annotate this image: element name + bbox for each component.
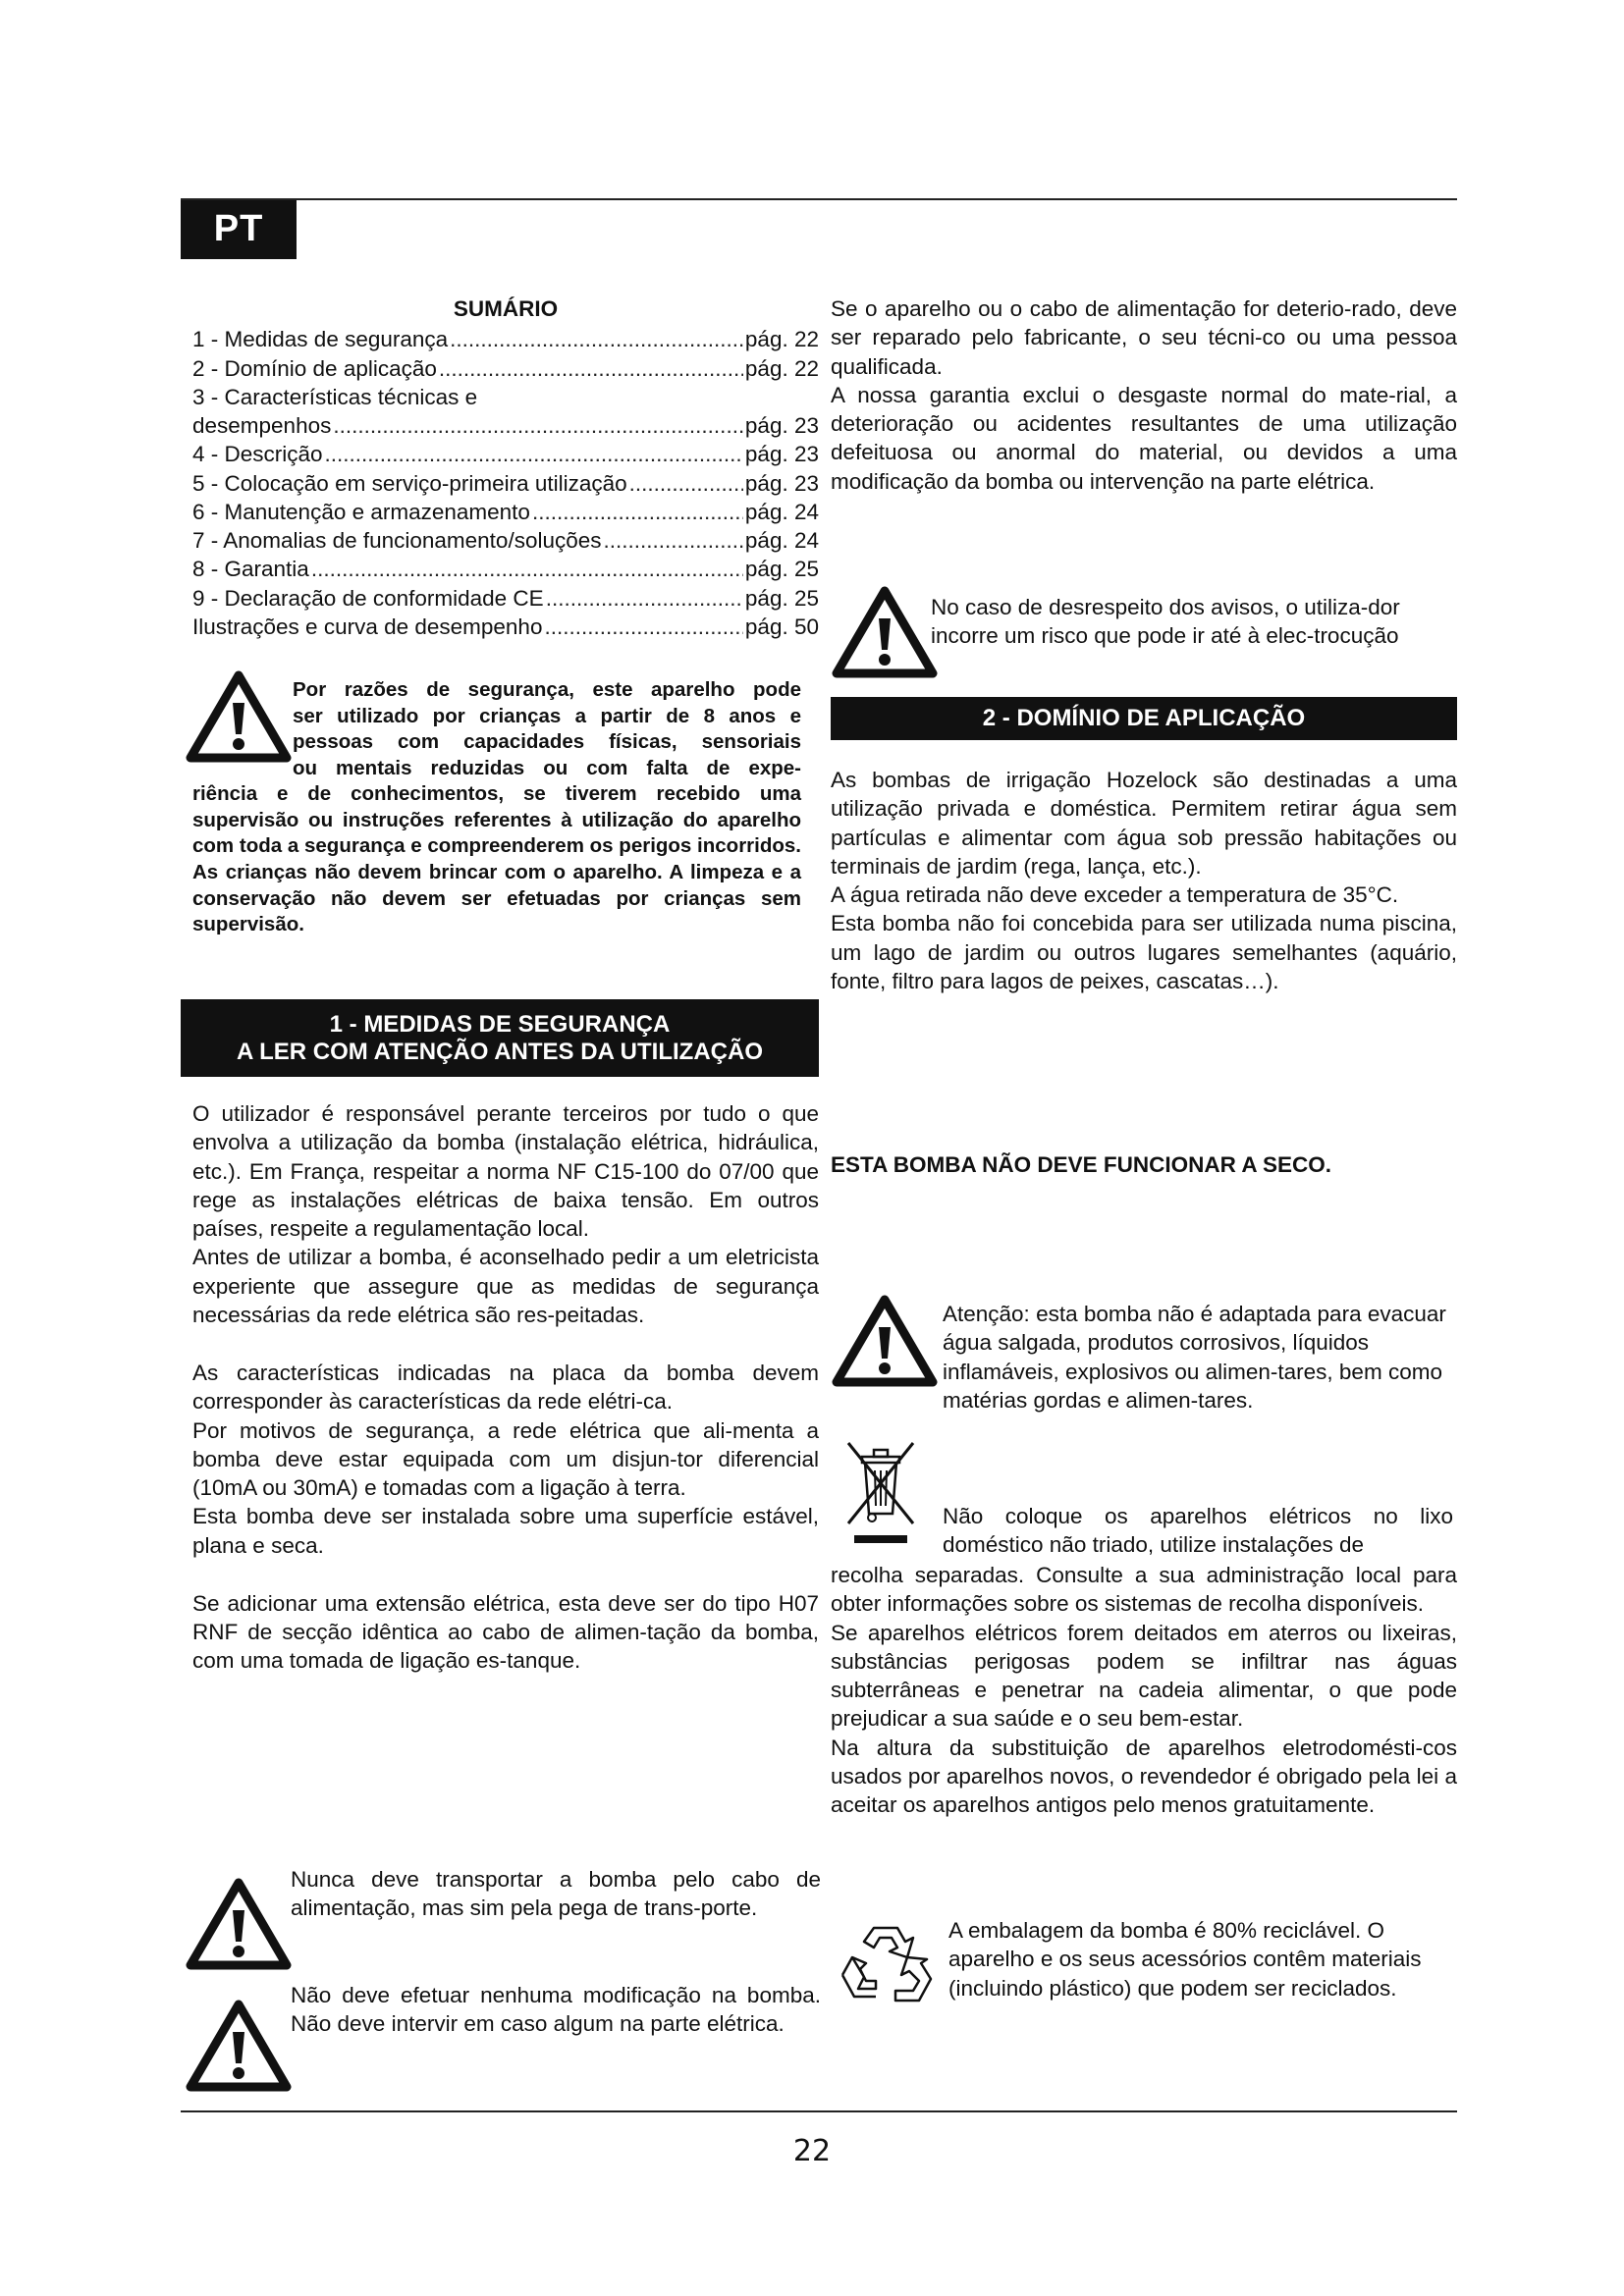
- salt-water-warning: Atenção: esta bomba não é adaptada para evacuar água salgada, produtos corrosivos, líquidos inflamáveis, explosivos ou alimen-tares, bem como matérias gordas e alimen-tares.: [943, 1302, 1446, 1413]
- warning-triangle-icon: [831, 585, 939, 679]
- paragraph: Na altura da substituição de aparelhos eletrodomésti-cos usados por aparelhos novos, o revendedor é obrigado pela lei a aceitar os aparelhos antigos pelo menos gratuitamente.: [831, 1735, 1457, 1817]
- dry-run-notice: ESTA BOMBA NÃO DEVE FUNCIONAR A SECO.: [831, 1152, 1332, 1177]
- warning-line: pessoas com capacidades físicas, sensoriais: [293, 730, 801, 754]
- paragraph: A nossa garantia exclui o desgaste normal do mate-rial, a deterioração ou acidentes resultantes de uma utilização defeituosa ou anormal do material, ou devidos a uma modificação da bomba ou intervenção na parte elétrica.: [831, 382, 1457, 494]
- toc-label: 2 - Domínio de aplicação: [192, 355, 437, 381]
- toc-label: desempenhos: [192, 413, 332, 438]
- paragraph: Antes de utilizar a bomba, é aconselhado pedir a um eletricista experiente que assegure que as medidas de segurança necessárias da rede elétrica são res-peitadas.: [192, 1245, 819, 1327]
- header-rule: [181, 198, 1457, 200]
- section-2-title: 2 - DOMÍNIO DE APLICAÇÃO: [831, 697, 1457, 740]
- toc-leader-dots: [546, 584, 743, 613]
- toc-row: [192, 440, 819, 468]
- warning-line: ser utilizado por crianças a partir de 8 anos e: [293, 704, 801, 727]
- warning-triangle-icon: [185, 1877, 293, 1971]
- paragraph: Se adicionar uma extensão elétrica, esta deve ser do tipo H07 RNF de secção idêntica ao cabo de alimen-tação da bomba, com uma tomada de ligação es-tanque.: [192, 1590, 819, 1674]
- section-1-title-line: 1 - MEDIDAS DE SEGURANÇA: [329, 1011, 671, 1038]
- warning-triangle-icon: [831, 1294, 939, 1388]
- toc-list: [192, 325, 819, 641]
- paragraph: Por motivos de segurança, a rede elétrica que ali-menta a bomba deve estar equipada com um disjun-tor diferencial (10mA ou 30mA) e tomadas com a ligação à terra.: [192, 1417, 819, 1500]
- footer-rule: [181, 2110, 1457, 2112]
- toc-leader-dots: [604, 526, 743, 555]
- toc-page: pág. 25: [744, 585, 819, 611]
- toc-label: 4 - Descrição: [192, 442, 323, 467]
- paragraph: As bombas de irrigação Hozelock são destinadas a uma utilização privada e doméstica. Permitem retirar água sem partículas e alimentar com água sob pressão habitações ou terminais de jardim (rega, lança, etc.).: [831, 768, 1457, 879]
- toc-page: pág. 23: [744, 442, 819, 467]
- crossed-bin-icon: [840, 1435, 921, 1547]
- warning-line: ou mentais reduzidas ou com falta de expe-: [293, 756, 801, 779]
- toc-page: pág. 24: [744, 528, 819, 553]
- toc-title: SUMÁRIO: [453, 296, 559, 321]
- paragraph: O utilizador é responsável perante terceiros por tudo o que envolva a utilização da bomba (instalação elétrica, hidráulica, etc.). Em França, respeitar a norma NF C15-100 do 07/00 que rege as instalações elétricas de baixa tensão. Em outros países, respeite a regulamentação local.: [192, 1101, 819, 1241]
- section-1-title-line: A LER COM ATENÇÃO ANTES DA UTILIZAÇÃO: [237, 1039, 763, 1066]
- toc-label: Ilustrações e curva de desempenho: [192, 614, 543, 639]
- weee-notice-head: Não coloque os aparelhos elétricos no lixo doméstico não triado, utilize instalações de: [943, 1504, 1453, 1558]
- paragraph: Esta bomba deve ser instalada sobre uma superfície estável, plana e seca.: [192, 1504, 819, 1558]
- electrocution-warning: No caso de desrespeito dos avisos, o utiliza-dor incorre um risco que pode ir até à elec-trocução: [931, 595, 1400, 649]
- warning-line: Por razões de segurança, este aparelho pode: [293, 678, 801, 701]
- recycling-notice: A embalagem da bomba é 80% reciclável. O aparelho e os seus acessórios contêm materiais (incluindo plástico) que podem ser reciclados.: [948, 1918, 1422, 2001]
- toc-leader-dots: [532, 498, 743, 526]
- toc-row: [192, 584, 819, 613]
- toc-label: 1 - Medidas de segurança: [192, 327, 449, 352]
- toc-row: [192, 411, 819, 440]
- toc-row: [192, 325, 819, 353]
- transport-warning: Nunca deve transportar a bomba pelo cabo de alimentação, mas sim pela pega de trans-porte.: [291, 1867, 821, 1921]
- toc-row: [192, 354, 819, 383]
- toc-page: pág. 22: [744, 327, 819, 352]
- toc-leader-dots: [544, 613, 742, 641]
- warning-triangle-icon: [185, 669, 293, 764]
- toc-page: pág. 25: [744, 557, 819, 582]
- toc-row: [192, 383, 819, 411]
- paragraph: Se aparelhos elétricos forem deitados em aterros ou lixeiras, substâncias perigosas podem se infiltrar nas águas subterrâneas e penetrar na cadeia alimentar, o que pode prejudicar a sua saúde e o seu bem-estar.: [831, 1620, 1457, 1732]
- toc-label: 5 - Colocação em serviço-primeira utilização: [192, 470, 627, 496]
- toc-row: [192, 555, 819, 583]
- toc-label: 9 - Declaração de conformidade CE: [192, 585, 544, 611]
- toc-page: pág. 24: [744, 499, 819, 524]
- section-1-body: [192, 1099, 819, 1676]
- toc-leader-dots: [439, 354, 743, 383]
- toc-leader-dots: [325, 440, 743, 468]
- paragraph: recolha separadas. Consulte a sua administração local para obter informações sobre os sistemas de recolha disponíveis.: [831, 1563, 1457, 1617]
- section-2-body: [831, 766, 1457, 995]
- modification-warning: Não deve efetuar nenhuma modificação na bomba. Não deve intervir em caso algum na parte elétrica.: [291, 1983, 821, 2037]
- toc-label: 3 - Características técnicas e: [192, 384, 478, 409]
- paragraph: Se o aparelho ou o cabo de alimentação for deterio-rado, deve ser reparado pelo fabricante, o seu técni-co ou uma pessoa qualificada.: [831, 296, 1457, 379]
- toc-page: pág. 50: [744, 614, 819, 639]
- table-of-contents: [192, 294, 819, 641]
- toc-leader-dots: [629, 469, 743, 498]
- toc-row: [192, 469, 819, 498]
- toc-row: [192, 613, 819, 641]
- warning-triangle-icon: [185, 1999, 293, 2093]
- toc-page: pág. 23: [744, 470, 819, 496]
- children-warning-head: [293, 677, 801, 782]
- toc-page: pág. 22: [744, 355, 819, 381]
- toc-page: pág. 23: [744, 413, 819, 438]
- toc-leader-dots: [450, 325, 743, 353]
- toc-label: 8 - Garantia: [192, 557, 309, 582]
- recycling-icon: [837, 1918, 935, 2010]
- toc-leader-dots: [333, 411, 743, 440]
- paragraph: As características indicadas na placa da bomba devem corresponder às características da rede elétri-ca.: [192, 1361, 819, 1415]
- toc-row: [192, 498, 819, 526]
- right-column-intro: [831, 294, 1457, 496]
- children-warning-body: riência e de conhecimentos, se tiverem recebido uma supervisão ou instruções referentes à utilização do aparelho com toda a segurança e compreenderem os perigos incorridos. As crianças não devem brincar com o aparelho. A limpeza e a conservação não devem ser efetuadas por crianças sem supervisão.: [192, 782, 801, 936]
- toc-label: 6 - Manutenção e armazenamento: [192, 499, 530, 524]
- page-number: 22: [792, 2134, 832, 2168]
- paragraph: Esta bomba não foi concebida para ser utilizada numa piscina, um lago de jardim ou outros lugares semelhantes (aquário, fonte, filtro para lagos de peixes, cascatas…).: [831, 911, 1457, 993]
- toc-label: 7 - Anomalias de funcionamento/soluções: [192, 528, 602, 553]
- toc-row: [192, 526, 819, 555]
- weee-notice-body: [831, 1561, 1457, 1819]
- toc-leader-dots: [311, 555, 743, 583]
- language-tab: PT: [181, 200, 297, 259]
- section-1-title: [181, 999, 819, 1077]
- paragraph: A água retirada não deve exceder a temperatura de 35°C.: [831, 882, 1399, 907]
